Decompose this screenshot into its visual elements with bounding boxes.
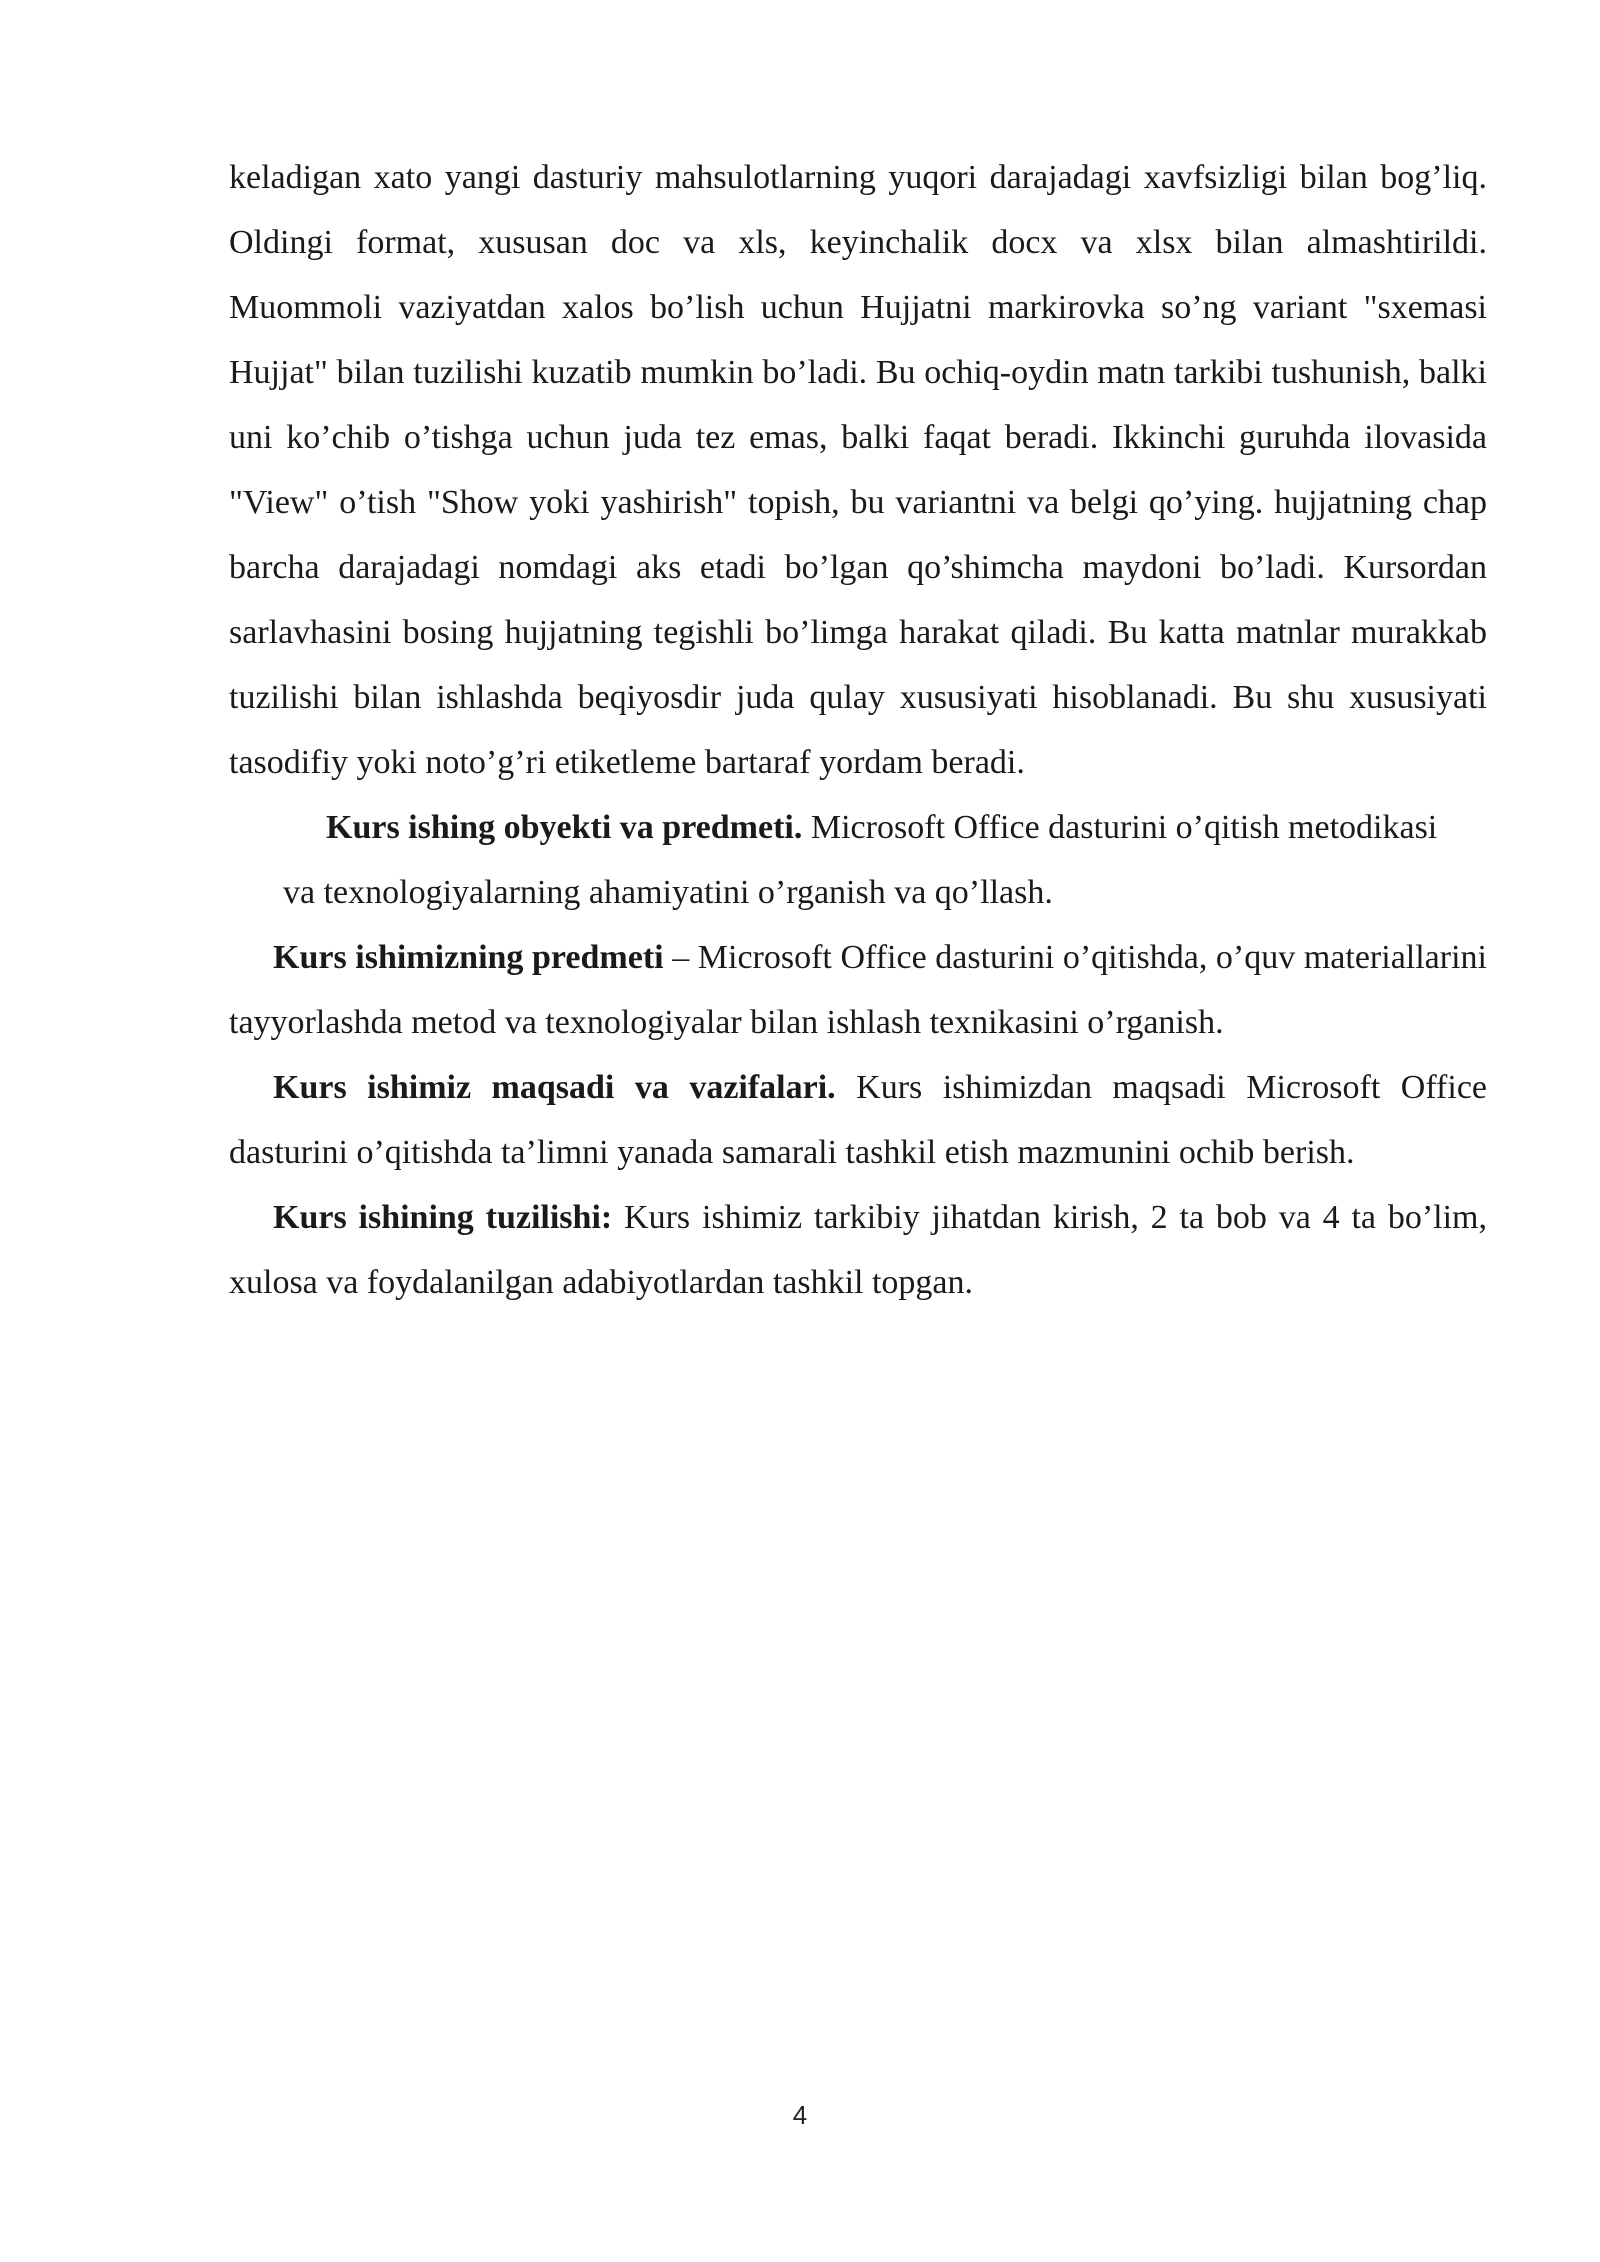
subject-text: – Microsoft Office dasturini o’qitishda, o’quv materiallarini tayyorlashda metod va texnologiyalar bilan ishlash texnikasini o’rganish. bbox=[229, 939, 1487, 1041]
body-text bbox=[229, 145, 1487, 1315]
subject-paragraph bbox=[229, 925, 1487, 1055]
object-text: Microsoft Office dasturini o’qitish metodikasi bbox=[802, 809, 1438, 846]
goal-text: Kurs ishimizdan maqsadi Microsoft Office dasturini o’qitishda ta’limni yanada samarali tashkil etish mazmunini ochib berish. bbox=[229, 1069, 1487, 1171]
structure-heading: Kurs ishining tuzilishi: bbox=[273, 1199, 613, 1236]
goal-heading: Kurs ishimiz maqsadi va vazifalari. bbox=[273, 1069, 836, 1106]
subject-heading: Kurs ishimizning predmeti bbox=[273, 939, 664, 976]
structure-paragraph bbox=[229, 1185, 1487, 1315]
intro-paragraph: keladigan xato yangi dasturiy mahsulotlarning yuqori darajadagi xavfsizligi bilan bog’liq. Oldingi format, xususan doc va xls, keyinchalik docx va xlsx bilan almashtirildi. Muommoli vaziyatdan xalos bo’lish uchun Hujjatni markirovka so’ng variant "sxemasi Hujjat" bilan tuzilishi kuzatib mumkin bo’ladi. Bu ochiq-oydin matn tarkibi tushunish, balki uni ko’chib o’tishga uchun juda tez emas, balki faqat beradi. Ikkinchi guruhda ilovasida "View" o’tish "Show yoki yashirish" topish, bu variantni va belgi qo’ying. hujjatning chap barcha darajadagi nomdagi aks etadi bo’lgan qo’shimcha maydoni bo’ladi. Kursordan sarlavhasini bosing hujjatning tegishli bo’limga harakat qiladi. Bu katta matnlar murakkab tuzilishi bilan ishlashda beqiyosdir juda qulay xususiyati hisoblanadi. Bu shu xususiyati tasodifiy yoki noto’g’ri etiketleme bartaraf yordam beradi. bbox=[229, 159, 1487, 781]
object-paragraph bbox=[229, 795, 1487, 860]
page-number: 4 bbox=[792, 2100, 808, 2130]
structure-text: Kurs ishimiz tarkibiy jihatdan kirish, 2 ta bob va 4 ta bo’lim, xulosa va foydalanilgan adabiyotlardan tashkil topgan. bbox=[229, 1199, 1487, 1301]
object-continuation: va texnologiyalarning ahamiyatini o’rganish va qo’llash. bbox=[283, 874, 1053, 911]
object-heading: Kurs ishing obyekti va predmeti. bbox=[326, 809, 803, 846]
goal-paragraph bbox=[229, 1055, 1487, 1185]
